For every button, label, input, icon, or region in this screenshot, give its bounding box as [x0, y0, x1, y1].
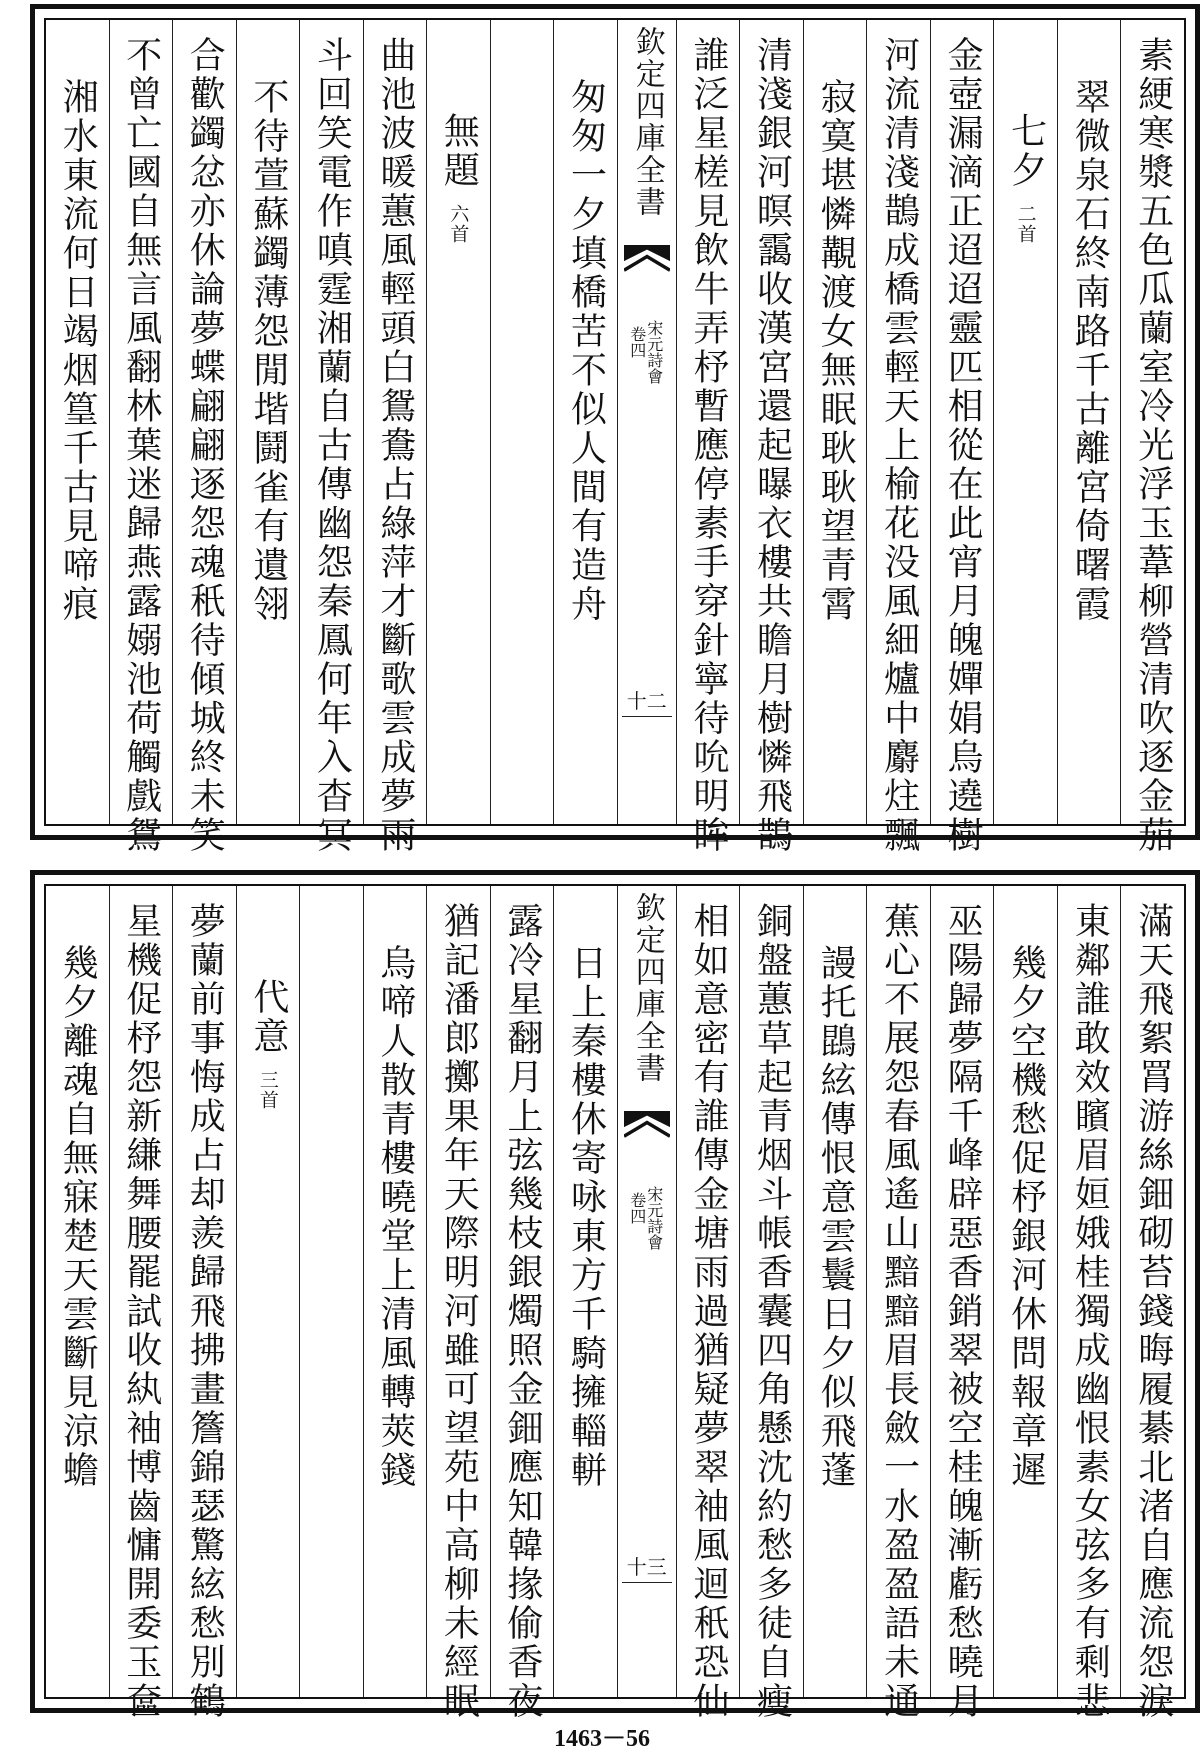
poem-line [942, 902, 984, 1721]
bottom-page-columns [46, 886, 1184, 1721]
poem-line [878, 36, 920, 855]
text-column [803, 20, 867, 824]
page-code: 1463－56 [554, 1726, 650, 1752]
poem-title [1005, 112, 1047, 244]
poem-line-text: 寂寞堪憐覯渡女無眠耿耿望青霄 [815, 78, 857, 624]
poem-line [751, 36, 793, 855]
poem-line-text: 相如意密有誰傳金塘雨過猶疑夢翠袖風迴秖恐仙 [688, 902, 730, 1721]
text-column [676, 886, 740, 1721]
poem-line-text: 露冷星翻月上弦幾枝銀燭照金鈿應知韓掾偷香夜 [501, 902, 543, 1721]
poem-line [184, 902, 226, 1721]
text-column [1120, 20, 1184, 855]
poem-title [438, 112, 480, 244]
bottom-page-frame [44, 884, 1186, 1721]
poem-line [815, 78, 857, 624]
fishtail-mark-icon [624, 245, 670, 291]
text-column [46, 20, 109, 824]
poem-line-text: 星機促杼怨新縑舞腰罷試收紈袖博齒慵開委玉奩 [120, 902, 162, 1721]
poem-line-text: 謾托鵾絃傳恨意雲鬟日夕似飛蓬 [815, 944, 857, 1490]
text-column [553, 20, 617, 824]
poem-line-text: 合歡蠲忿亦休論夢蝶翩翩逐怨魂秖待傾城終未笑 [184, 36, 226, 855]
leaf-number: 十二 [626, 689, 667, 713]
poem-line [120, 36, 162, 855]
poem-line [1132, 36, 1174, 855]
poem-count-note: 三首 [256, 1070, 279, 1110]
poem-line-text: 翠微泉石終南路千古離宮倚曙霞 [1069, 78, 1111, 624]
poem-line [374, 944, 416, 1490]
text-column [46, 886, 109, 1697]
poem-line-text: 不曾亡國自無言風翻林葉迷歸燕露嫋池荷觸戲鴛 [120, 36, 162, 855]
poem-line-text: 東鄰誰敢效矉眉姮娥桂獨成幽恨素女弦多有剩悲 [1069, 902, 1111, 1721]
poem-line-text: 曲池波暖蕙風輕頭白鴛鴦占綠萍才斷歌雲成夢雨 [374, 36, 416, 855]
poem-line [311, 36, 353, 855]
text-column [803, 886, 867, 1697]
text-column [236, 20, 300, 824]
text-column [109, 20, 173, 855]
fold-subtitle [626, 320, 666, 450]
poem-line [438, 902, 480, 1721]
text-column [109, 886, 173, 1721]
text-column [490, 20, 554, 824]
poem-line [1069, 78, 1111, 624]
poem-line [1005, 944, 1047, 1490]
text-column [172, 886, 236, 1721]
text-column [363, 20, 427, 855]
collection-title: 欽定四庫全書 [629, 892, 665, 1084]
fold-rule [622, 716, 672, 717]
poem-line-text: 銅盤蕙草起青烟斗帳香囊四角懸沈約愁多徒自瘦 [751, 902, 793, 1721]
poem-line-text: 滿天飛絮罥游絲鈿砌苔錢晦履綦北渚自應流怨淚 [1132, 902, 1174, 1721]
text-column [172, 20, 236, 855]
top-page-frame [44, 18, 1186, 855]
text-column [553, 886, 617, 1697]
poem-line [688, 36, 730, 855]
volume-name: 卷四 [627, 326, 647, 358]
poem-line [1069, 902, 1111, 1721]
poem-line-text: 素綆寒漿五色瓜蘭室冷光浮玉葦柳營清吹逐金茄 [1132, 36, 1174, 855]
text-column [739, 886, 803, 1721]
text-column [739, 20, 803, 855]
poem-line-text: 不待萱蘇蠲薄怨閒堦鬪雀有遺翎 [247, 78, 289, 624]
text-column [1120, 886, 1184, 1721]
poem-line-text: 巫陽歸夢隔千峰辟惡香銷翠被空桂魄漸虧愁曉月 [942, 902, 984, 1721]
text-column [993, 20, 1057, 824]
text-column [490, 886, 554, 1721]
text-column [426, 20, 490, 824]
fold-subtitle [626, 1186, 666, 1316]
text-column [299, 886, 363, 1697]
bottom-page [30, 870, 1200, 1721]
poem-line [878, 902, 920, 1721]
text-column [363, 886, 427, 1697]
poem-line-text: 清淺銀河暝靄收漢宮還起曝衣樓共瞻月樹憐飛鵲 [751, 36, 793, 855]
text-column [930, 20, 994, 855]
poem-title-text: 七夕 [1005, 112, 1047, 190]
poem-line [247, 78, 289, 624]
poem-line [120, 902, 162, 1721]
poem-line-text: 日上秦樓休寄咏東方千騎擁輜軿 [565, 944, 607, 1490]
poem-line-text: 烏啼人散青樓曉堂上清風轉莢錢 [374, 944, 416, 1490]
text-column [930, 886, 994, 1721]
poem-line [374, 36, 416, 855]
poem-line-text: 幾夕離魂自無寐楚天雲斷見涼蟾 [57, 944, 99, 1490]
poem-line-text: 河流清淺鵲成橋雲輕天上榆花没風細爐中麝炷飄 [878, 36, 920, 855]
poem-line [57, 944, 99, 1490]
poem-count-note: 二首 [1014, 204, 1037, 244]
poem-line [57, 78, 99, 624]
poem-line-text: 蕉心不展怨春風遙山黯黯眉長斂一水盈盈語未通 [878, 902, 920, 1721]
text-column [866, 20, 930, 855]
poem-line [1132, 902, 1174, 1721]
fold-column [617, 886, 676, 1697]
fishtail-mark-icon [624, 1111, 670, 1157]
text-column [236, 886, 300, 1697]
poem-line-text: 夢蘭前事悔成占却羨歸飛拂畫簷錦瑟驚絃愁別鶴 [184, 902, 226, 1721]
poem-line [751, 902, 793, 1721]
poem-line [688, 902, 730, 1721]
top-page-columns [46, 20, 1184, 855]
book-name: 宋元詩會 [644, 1186, 664, 1250]
text-column [1057, 886, 1121, 1721]
poem-line-text: 斗回笑電作嗔霆湘蘭自古傳幽怨秦鳳何年入杳冥 [311, 36, 353, 855]
poem-line-text: 金壺漏滴正迢迢靈匹相從在此宵月魄嬋娟烏遶樹 [942, 36, 984, 855]
poem-title-text: 代意 [247, 978, 289, 1056]
text-column [993, 886, 1057, 1697]
text-column [1057, 20, 1121, 824]
poem-count-note: 六首 [447, 204, 470, 244]
top-page [30, 4, 1200, 855]
fold-rule [622, 1582, 672, 1583]
poem-line [565, 78, 607, 624]
collection-title: 欽定四庫全書 [629, 26, 665, 218]
poem-line-text: 猶記潘郎擲果年天際明河雖可望苑中高柳未經眠 [438, 902, 480, 1721]
fold-column [617, 20, 676, 824]
text-column [299, 20, 363, 855]
poem-title-text: 無題 [438, 112, 480, 190]
poem-line [815, 944, 857, 1490]
poem-line-text: 幾夕空機愁促杼銀河休問報章遲 [1005, 944, 1047, 1490]
text-column [676, 20, 740, 855]
leaf-number: 十三 [626, 1555, 667, 1579]
poem-title [247, 978, 289, 1110]
text-column [426, 886, 490, 1721]
volume-name: 卷四 [627, 1192, 647, 1224]
poem-line [501, 902, 543, 1721]
text-column [866, 886, 930, 1721]
poem-line-text: 匆匆一夕填橋苦不似人間有造舟 [565, 78, 607, 624]
poem-line-text: 誰泛星槎見飲牛弄杼暫應停素手穿針寧待吮明眸 [688, 36, 730, 855]
poem-line-text: 湘水東流何日竭烟篁千古見啼痕 [57, 78, 99, 624]
poem-line [184, 36, 226, 855]
book-name: 宋元詩會 [644, 320, 664, 384]
poem-line [565, 944, 607, 1490]
poem-line [942, 36, 984, 855]
